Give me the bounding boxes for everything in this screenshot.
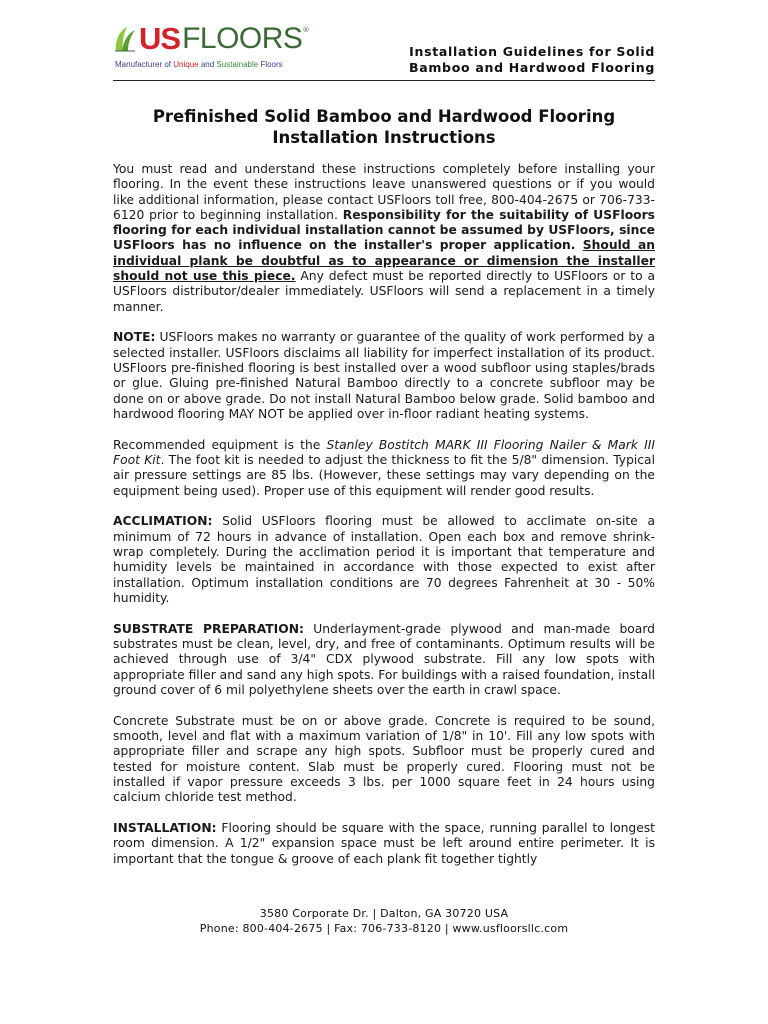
page-title [100, 106, 668, 148]
header-line-1: Installation Guidelines for Solid [409, 44, 655, 59]
acclimation-paragraph: ACCLIMATION: Solid USFloors flooring must be allowed to acclimate on-site a minimum of 72 hours in advance of installation. Open each box and remove shrink-wrap completely. During the acclimation period it is important that temperature and humidity levels be maintained in accordance with those expected to exist after installation. Optimum installation conditions are 70 degrees Fahrenheit at 30 - 50% humidity. [113, 514, 655, 605]
logo-us-text: US [139, 21, 181, 56]
title-line-1: Prefinished Solid Bamboo and Hardwood Flooring [152, 107, 616, 126]
title-line-2: Installation Instructions [272, 128, 496, 147]
page-footer [0, 906, 768, 936]
logo-trademark: ® [302, 26, 310, 34]
footer-address: 3580 Corporate Dr. | Dalton, GA 30720 USA [259, 907, 509, 920]
company-logo [113, 21, 313, 74]
document-header-title [409, 44, 655, 76]
intro-paragraph: You must read and understand these instructions completely before installing your flooring. In the event these instructions leave unanswered questions or if you would like additional information, please contact USFloors toll free, 800-404-2675 or 706-733- 6120 prior to beginning installation. Responsibility for the suitability of USFloors flooring for each individual installation cannot be assumed by USFloors, since USFloors has no influence on the installer's proper application. Should an individual plank be doubtful as to appearance or dimension the installer should not use this piece. Any defect must be reported directly to USFloors or to a USFloors distributor/dealer immediately. USFloors will send a replacement in a timely manner. [113, 162, 656, 314]
substrate-paragraph: SUBSTRATE PREPARATION: Underlayment-grade plywood and man-made board substrates must be clean, level, dry, and free of contaminants. Optimum results will be achieved through use of 3/4" CDX plywood substrate. Fill any low spots with appropriate filler and sand any high spots. For buildings with a raised foundation, install ground cover of 6 mil polyethylene sheets over the earth in crawl space. [113, 621, 655, 697]
note-paragraph: NOTE: USFloors makes no warranty or guarantee of the quality of work performed by a selected installer. USFloors disclaims all liability for imperfect installation of its product. USFloors pre-finished flooring is best installed over a wood subfloor using staples/brads or glue. Gluing pre-finished Natural Bamboo directly to a concrete subfloor may be done on or above grade. Do not install Natural Bamboo below grade. Solid bamboo and hardwood flooring MAY NOT be applied over in-floor radiant heating systems. [113, 330, 655, 421]
header-divider [113, 80, 655, 81]
leaf-logo-icon [113, 25, 137, 53]
installation-paragraph: INSTALLATION: Flooring should be square with the space, running parallel to longest room dimension. A 1/2" expansion space must be left around entire perimeter. It is important that the tongue & groove of each plank fit together tightly [113, 820, 655, 866]
concrete-paragraph: Concrete Substrate must be on or above grade. Concrete is required to be sound, smooth, level and flat with a maximum variation of 1/8" in 10'. Fill any low spots with appropriate filler and scrape any high spots. Subfloor must be properly cured and tested for moisture content. Slab must be properly cured. Flooring must not be installed if vapor pressure exceeds 3 lbs. per 1000 square feet in 24 hours using calcium chloride test method. [113, 713, 655, 805]
footer-contact: Phone: 800-404-2675 | Fax: 706-733-8120 | www.usfloorsllc.com [199, 922, 569, 935]
header-line-2: Bamboo and Hardwood Flooring [408, 60, 655, 75]
equipment-paragraph: Recommended equipment is the Stanley Bostitch MARK III Flooring Nailer & Mark III Foot Kit. The foot kit is needed to adjust the thickness to fit the 5/8" dimension. Typical air pressure settings are 85 lbs. (However, these settings may vary depending on the equipment being used). Proper use of this equipment will render good results. [113, 437, 655, 498]
document-body [113, 162, 655, 882]
logo-floors-text: FLOORS [182, 22, 303, 55]
logo-tagline: Manufacturer of Unique and Sustainable Floors [115, 60, 283, 69]
